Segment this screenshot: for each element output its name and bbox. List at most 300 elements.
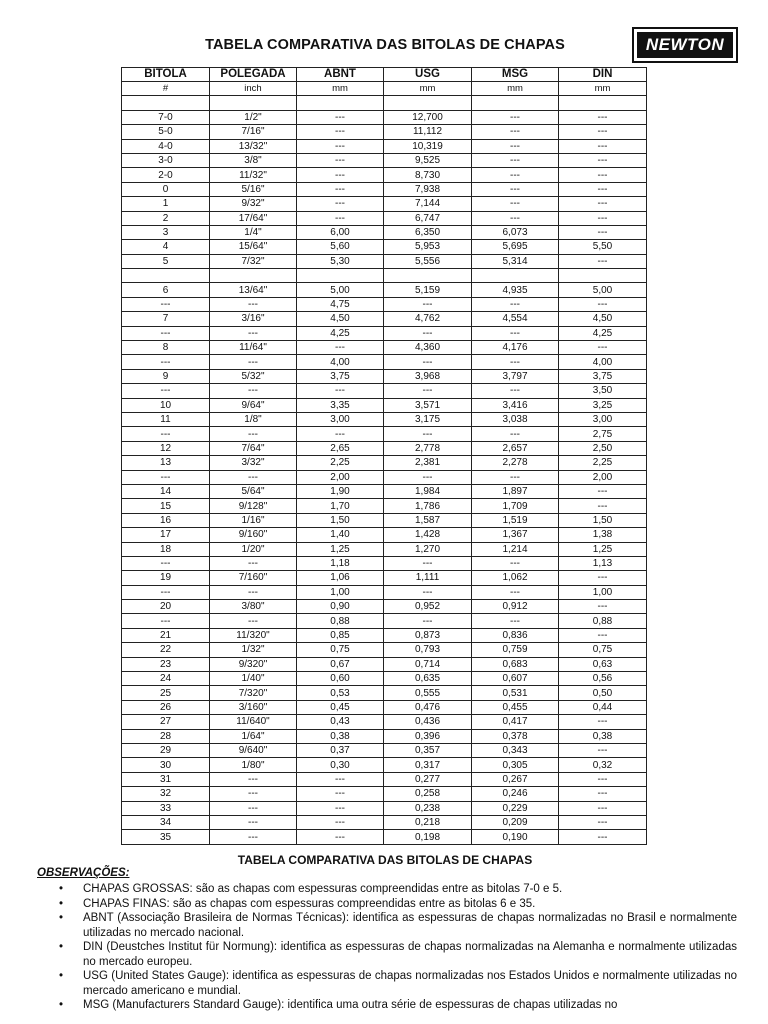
table-cell	[210, 96, 297, 110]
table-cell: 11	[122, 412, 210, 426]
table-cell: 0,635	[384, 672, 472, 686]
table-cell: ---	[122, 556, 210, 570]
table-cell: 4,25	[297, 326, 384, 340]
table-cell: 1,111	[384, 571, 472, 585]
page-title: TABELA COMPARATIVA DAS BITOLAS DE CHAPAS	[205, 37, 565, 53]
table-cell: 1,984	[384, 484, 472, 498]
table-cell: ---	[384, 355, 472, 369]
table-cell: 0,607	[472, 672, 559, 686]
table-cell: 2,75	[559, 427, 647, 441]
table-cell: 9/64"	[210, 398, 297, 412]
table-cell: 0,30	[297, 758, 384, 772]
table-row	[122, 614, 647, 628]
table-row	[122, 528, 647, 542]
table-cell: 9/640"	[210, 743, 297, 757]
table-cell: 5,314	[472, 254, 559, 268]
table-cell: 0,357	[384, 743, 472, 757]
table-cell: ---	[472, 326, 559, 340]
table-cell: ---	[384, 326, 472, 340]
table-cell: 1,25	[559, 542, 647, 556]
table-cell: 0,50	[559, 686, 647, 700]
table-cell: 5,159	[384, 283, 472, 297]
table-cell: 7,144	[384, 197, 472, 211]
table-cell: ---	[559, 168, 647, 182]
table-cell: 2,778	[384, 441, 472, 455]
table-cell: 30	[122, 758, 210, 772]
table-cell: 2-0	[122, 168, 210, 182]
table-cell: 12,700	[384, 110, 472, 124]
table-cell: 20	[122, 600, 210, 614]
table-cell: ---	[559, 484, 647, 498]
observations-list	[37, 882, 737, 1013]
table-cell: 0,396	[384, 729, 472, 743]
table-cell: 1/32"	[210, 643, 297, 657]
table-cell: ---	[210, 355, 297, 369]
table-cell: 5	[122, 254, 210, 268]
table-row	[122, 456, 647, 470]
table-cell: 1/64"	[210, 729, 297, 743]
table-cell: ---	[472, 297, 559, 311]
table-cell: ---	[210, 614, 297, 628]
table-cell: ---	[472, 211, 559, 225]
table-cell: 7/16"	[210, 125, 297, 139]
table-cell: 1/4"	[210, 225, 297, 239]
table-cell: 2,00	[297, 470, 384, 484]
table-cell: 2,00	[559, 470, 647, 484]
table-cell: ---	[297, 153, 384, 167]
table-cell	[472, 269, 559, 283]
table-cell: 3,75	[559, 369, 647, 383]
table-cell: ---	[559, 341, 647, 355]
table-cell: 0,836	[472, 628, 559, 642]
table-row	[122, 254, 647, 268]
table-cell: 0,88	[559, 614, 647, 628]
table-row	[122, 225, 647, 239]
table-row	[122, 398, 647, 412]
table-cell: 3,00	[297, 412, 384, 426]
table-cell: 0,258	[384, 787, 472, 801]
table-cell: ---	[472, 197, 559, 211]
table-cell: 7/320"	[210, 686, 297, 700]
table-cell: ---	[297, 427, 384, 441]
table-row	[122, 297, 647, 311]
table-cell: ---	[122, 614, 210, 628]
table-cell: ---	[297, 211, 384, 225]
table-cell: 4,75	[297, 297, 384, 311]
table-cell: 3,968	[384, 369, 472, 383]
table-cell: 23	[122, 657, 210, 671]
table-cell: 28	[122, 729, 210, 743]
logo-text: NEWTON	[637, 32, 733, 58]
table-cell	[297, 269, 384, 283]
table-cell: 11/32"	[210, 168, 297, 182]
table-cell: ---	[122, 470, 210, 484]
table-cell: 0,912	[472, 600, 559, 614]
table-cell: 5,00	[297, 283, 384, 297]
table-row	[122, 700, 647, 714]
table-cell: 5,00	[559, 283, 647, 297]
table-cell: 18	[122, 542, 210, 556]
table-cell: 19	[122, 571, 210, 585]
table-cell: 0	[122, 182, 210, 196]
table-cell: ---	[297, 139, 384, 153]
table-cell: 0,277	[384, 772, 472, 786]
table-cell	[384, 96, 472, 110]
column-header-usg: USG	[384, 68, 472, 82]
table-cell: 1/2"	[210, 110, 297, 124]
table-cell: ---	[210, 815, 297, 829]
table-row	[122, 772, 647, 786]
table-cell: 13/64"	[210, 283, 297, 297]
table-row	[122, 542, 647, 556]
column-header-polegada: POLEGADA	[210, 68, 297, 82]
table-cell: 4,50	[297, 312, 384, 326]
table-cell: 1,50	[297, 513, 384, 527]
table-cell: 15/64"	[210, 240, 297, 254]
table-cell: ---	[559, 743, 647, 757]
table-cell: ---	[210, 830, 297, 844]
table-cell: 6,350	[384, 225, 472, 239]
table-cell: ---	[384, 427, 472, 441]
observation-text: USG (United States Gauge): identifica as espessuras de chapas normalizadas nos Estados Unidos e normalmente utilizadas no mercado americano e mundial.	[83, 970, 737, 997]
unit-cell: inch	[210, 82, 297, 96]
table-cell: 5,50	[559, 240, 647, 254]
table-cell: 0,246	[472, 787, 559, 801]
table-cell: 6	[122, 283, 210, 297]
table-cell: ---	[559, 801, 647, 815]
table-cell: 9,525	[384, 153, 472, 167]
table-cell: 1,519	[472, 513, 559, 527]
table-cell: 3,50	[559, 384, 647, 398]
table-cell: ---	[559, 830, 647, 844]
table-cell: 0,38	[559, 729, 647, 743]
table-cell: ---	[559, 499, 647, 513]
bullet-icon: •	[59, 912, 64, 924]
table-cell: ---	[122, 326, 210, 340]
bullet-icon: •	[59, 897, 64, 910]
table-cell: ---	[472, 125, 559, 139]
table-cell: 0,793	[384, 643, 472, 657]
table-row	[122, 585, 647, 599]
table-cell: 0,417	[472, 715, 559, 729]
table-row	[122, 269, 647, 283]
table-cell: 1/80"	[210, 758, 297, 772]
table-cell: ---	[297, 787, 384, 801]
table-cell: 0,88	[297, 614, 384, 628]
table-row	[122, 729, 647, 743]
table-row	[122, 499, 647, 513]
table-row	[122, 628, 647, 642]
observation-text: DIN (Deustches Institut für Normung): identifica as espessuras de chapas normalizadas na Alemanha e normalmente utilizadas no mercado europeu.	[83, 941, 737, 968]
table-cell: 1,25	[297, 542, 384, 556]
table-cell: ---	[559, 254, 647, 268]
observation-item	[37, 897, 737, 912]
table-row	[122, 96, 647, 110]
table-cell: ---	[297, 341, 384, 355]
table-cell: 4-0	[122, 139, 210, 153]
table-cell	[559, 269, 647, 283]
bullet-icon: •	[59, 970, 64, 982]
observation-item	[37, 940, 737, 969]
table-cell: ---	[472, 585, 559, 599]
table-row	[122, 240, 647, 254]
table-cell: 9/32"	[210, 197, 297, 211]
table-cell: 0,198	[384, 830, 472, 844]
table-cell: 5-0	[122, 125, 210, 139]
table-cell: 7,938	[384, 182, 472, 196]
table-cell: ---	[210, 787, 297, 801]
table-cell: 3,416	[472, 398, 559, 412]
table-cell: ---	[559, 125, 647, 139]
table-cell: 0,53	[297, 686, 384, 700]
table-cell: 4,00	[297, 355, 384, 369]
table-cell: ---	[472, 384, 559, 398]
table-cell: 3,571	[384, 398, 472, 412]
table-cell: 5/64"	[210, 484, 297, 498]
observation-text: ABNT (Associação Brasileira de Normas Técnicas): identifica as espessuras de chapas normalizadas no Brasil e normalmente utilizadas no mercado nacional.	[83, 912, 737, 939]
table-cell: 0,555	[384, 686, 472, 700]
table-cell: ---	[297, 168, 384, 182]
table-cell: ---	[472, 139, 559, 153]
unit-cell: #	[122, 82, 210, 96]
table-cell: 1/20"	[210, 542, 297, 556]
table-cell: 0,85	[297, 628, 384, 642]
table-cell: ---	[384, 585, 472, 599]
header-row	[122, 68, 647, 82]
table-cell: ---	[122, 427, 210, 441]
bullet-icon: •	[59, 941, 64, 953]
table-cell: 3,00	[559, 412, 647, 426]
table-row	[122, 441, 647, 455]
table-cell: 16	[122, 513, 210, 527]
table-cell: 0,267	[472, 772, 559, 786]
table-row	[122, 830, 647, 844]
table-cell: 24	[122, 672, 210, 686]
table-cell: 6,00	[297, 225, 384, 239]
table-cell: ---	[472, 556, 559, 570]
table-cell: 0,714	[384, 657, 472, 671]
table-cell: 0,343	[472, 743, 559, 757]
table-cell: 5/16"	[210, 182, 297, 196]
table-cell: ---	[384, 556, 472, 570]
table-cell: 12	[122, 441, 210, 455]
table-cell	[472, 96, 559, 110]
table-cell: 0,531	[472, 686, 559, 700]
table-cell: 32	[122, 787, 210, 801]
table-cell: 8	[122, 341, 210, 355]
table-cell: 1,428	[384, 528, 472, 542]
table-cell: 1,13	[559, 556, 647, 570]
unit-cell: mm	[297, 82, 384, 96]
table-cell: ---	[297, 197, 384, 211]
table-cell: 4,554	[472, 312, 559, 326]
table-cell: 4,25	[559, 326, 647, 340]
table-cell: 27	[122, 715, 210, 729]
table-cell	[122, 96, 210, 110]
table-cell: ---	[559, 600, 647, 614]
table-cell: 21	[122, 628, 210, 642]
table-cell: 3/8"	[210, 153, 297, 167]
table-cell: ---	[559, 182, 647, 196]
table-cell: 4,176	[472, 341, 559, 355]
table-cell: 7	[122, 312, 210, 326]
table-cell: ---	[472, 470, 559, 484]
table-cell: 4,935	[472, 283, 559, 297]
table-row	[122, 686, 647, 700]
table-cell: 11/64"	[210, 341, 297, 355]
table-cell: 1,50	[559, 513, 647, 527]
table-cell: 2,381	[384, 456, 472, 470]
table-cell: ---	[210, 427, 297, 441]
table-caption: TABELA COMPARATIVA DAS BITOLAS DE CHAPAS	[237, 853, 533, 867]
table-cell: 3	[122, 225, 210, 239]
table-cell: ---	[384, 614, 472, 628]
table-cell: ---	[559, 815, 647, 829]
table-cell: 11/640"	[210, 715, 297, 729]
table-cell: 33	[122, 801, 210, 815]
observation-text: CHAPAS GROSSAS: são as chapas com espessuras compreendidas entre as bitolas 7-0 e 5.	[83, 883, 563, 895]
observation-text: MSG (Manufacturers Standard Gauge): identifica uma outra série de espessuras de chapas utilizadas no	[83, 999, 618, 1011]
table-cell: ---	[472, 168, 559, 182]
table-cell: 0,43	[297, 715, 384, 729]
table-cell: 4,762	[384, 312, 472, 326]
table-cell: ---	[559, 297, 647, 311]
table-cell: ---	[559, 787, 647, 801]
table-cell: 3/80"	[210, 600, 297, 614]
table-cell: ---	[559, 225, 647, 239]
table-cell: 2,65	[297, 441, 384, 455]
table-row	[122, 743, 647, 757]
table-cell: 0,873	[384, 628, 472, 642]
table-cell: 5,556	[384, 254, 472, 268]
table-cell	[210, 269, 297, 283]
table-cell: ---	[472, 427, 559, 441]
table-cell: ---	[210, 326, 297, 340]
table-cell	[559, 96, 647, 110]
table-cell: 0,60	[297, 672, 384, 686]
table-cell: ---	[210, 297, 297, 311]
table-cell: 3,25	[559, 398, 647, 412]
observations-heading: OBSERVAÇÕES:	[37, 867, 130, 879]
table-cell: 22	[122, 643, 210, 657]
table-cell: 7/160"	[210, 571, 297, 585]
table-cell: 34	[122, 815, 210, 829]
table-row	[122, 168, 647, 182]
table-cell: 1,786	[384, 499, 472, 513]
table-row	[122, 153, 647, 167]
bullet-icon: •	[59, 883, 64, 895]
table-cell: 3/32"	[210, 456, 297, 470]
table-cell: 0,238	[384, 801, 472, 815]
table-cell: ---	[297, 772, 384, 786]
table-cell: 3,35	[297, 398, 384, 412]
table-cell: ---	[297, 384, 384, 398]
table-row	[122, 197, 647, 211]
observation-item	[37, 882, 737, 897]
table-cell: 25	[122, 686, 210, 700]
table-cell: 1,40	[297, 528, 384, 542]
table-cell: ---	[297, 815, 384, 829]
table-cell: 35	[122, 830, 210, 844]
table-cell: 10	[122, 398, 210, 412]
observation-item	[37, 911, 737, 940]
table-cell: 5,695	[472, 240, 559, 254]
table-cell: 0,378	[472, 729, 559, 743]
table-cell: 2,278	[472, 456, 559, 470]
table-cell: 1,00	[559, 585, 647, 599]
table-cell: 1,897	[472, 484, 559, 498]
table-cell: 1,214	[472, 542, 559, 556]
table-row	[122, 801, 647, 815]
table-cell: 9	[122, 369, 210, 383]
table-cell: 0,75	[559, 643, 647, 657]
table-cell: ---	[297, 125, 384, 139]
table-cell: 1,709	[472, 499, 559, 513]
table-row	[122, 369, 647, 383]
table-cell: ---	[472, 355, 559, 369]
table-row	[122, 326, 647, 340]
column-header-abnt: ABNT	[297, 68, 384, 82]
column-header-din: DIN	[559, 68, 647, 82]
table-cell: ---	[210, 801, 297, 815]
table-cell: 4,00	[559, 355, 647, 369]
table-cell: 0,75	[297, 643, 384, 657]
table-cell: ---	[297, 182, 384, 196]
table-cell: ---	[472, 182, 559, 196]
table-cell	[297, 96, 384, 110]
table-cell: ---	[472, 614, 559, 628]
table-row	[122, 600, 647, 614]
table-cell: ---	[472, 153, 559, 167]
table-cell: 14	[122, 484, 210, 498]
table-cell: 9/128"	[210, 499, 297, 513]
table-cell: 4,50	[559, 312, 647, 326]
table-cell: 6,747	[384, 211, 472, 225]
table-cell: ---	[559, 628, 647, 642]
table-cell: 3/160"	[210, 700, 297, 714]
table-row	[122, 427, 647, 441]
table-cell: 0,67	[297, 657, 384, 671]
table-cell: 2,657	[472, 441, 559, 455]
unit-cell: mm	[472, 82, 559, 96]
gauge-table	[121, 67, 647, 845]
table-cell: ---	[559, 772, 647, 786]
column-header-bitola: BITOLA	[122, 68, 210, 82]
table-cell: 0,38	[297, 729, 384, 743]
table-row	[122, 672, 647, 686]
table-cell: 1,270	[384, 542, 472, 556]
observation-item	[37, 998, 737, 1013]
table-row	[122, 139, 647, 153]
table-row	[122, 341, 647, 355]
table-cell: 0,190	[472, 830, 559, 844]
table-cell: 0,45	[297, 700, 384, 714]
table-cell: 0,37	[297, 743, 384, 757]
table-row	[122, 815, 647, 829]
table-cell: 0,90	[297, 600, 384, 614]
table-row	[122, 182, 647, 196]
table-row	[122, 283, 647, 297]
table-cell: 1,00	[297, 585, 384, 599]
table-row	[122, 571, 647, 585]
table-cell: ---	[210, 772, 297, 786]
column-header-msg: MSG	[472, 68, 559, 82]
table-cell: 0,305	[472, 758, 559, 772]
table-cell: 8,730	[384, 168, 472, 182]
table-cell: 15	[122, 499, 210, 513]
table-body	[122, 96, 647, 844]
table-cell: 7/32"	[210, 254, 297, 268]
